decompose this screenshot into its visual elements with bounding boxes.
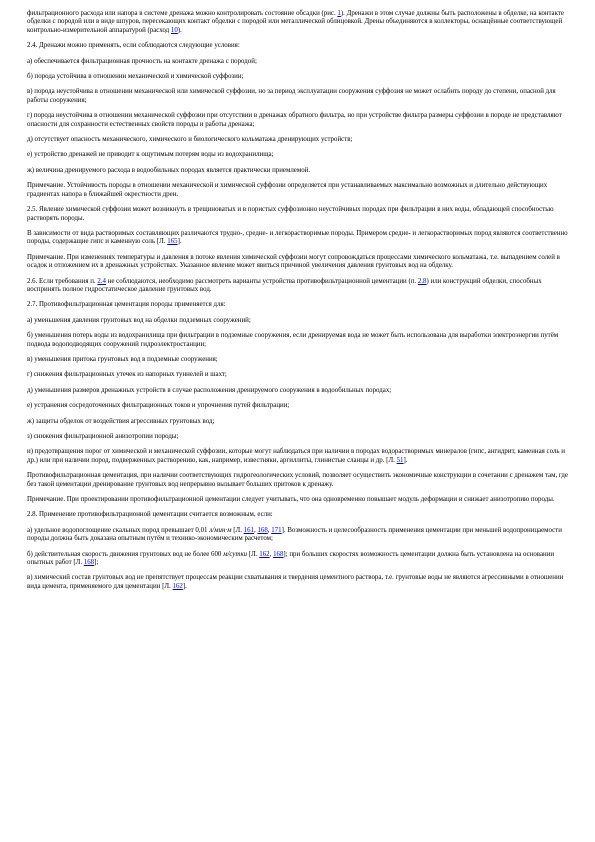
paragraph (27, 10, 572, 35)
paragraph-text: Противофильтрационная цементация, при наличии соответствующих гидрогеологических условий, позволяет осуществить экономичные конструкции в сочетании с дренажем там, где без такой цементации дренирование грунтовых вод непрерывно вызывает больших притоков к дренажу. (27, 472, 568, 488)
document-page (27, 10, 572, 598)
paragraph (27, 418, 572, 426)
paragraph-text: а) удельное водопоглощение скальных пород превышает 0,01 (27, 526, 210, 534)
paragraph (27, 73, 572, 81)
paragraph-text: е) устройство дренажей не приводит к ощутимым потерям воды из водохранилища; (27, 151, 274, 159)
paragraph-text: , (254, 526, 258, 534)
paragraph (27, 136, 572, 144)
reference-link[interactable]: 2.8 (417, 277, 427, 285)
paragraph (27, 448, 572, 465)
paragraph-text: д) уменьшения размеров дренажных устройств в случае расположения дренируемого сооружения в водообильных породах; (27, 386, 392, 394)
reference-link[interactable]: 2.4 (97, 277, 106, 285)
paragraph-text: В зависимости от вида растворимых составляющих различаются трудно-, средне- и легкорастворимые породы. Примером средне- и легкорастворимых пород являются соответственно породы, содержащие гипс и каменную соль [Л. (27, 229, 568, 246)
paragraph-text: ]. (182, 582, 187, 590)
paragraph-text: ). Дренажи в этом случае должны быть расположены в обделке, на контакте обделки с породой или в виде шпуров, пересекающих контакт обделки с породой или металлической облицовкой. Дрены объединяются в коллекторы, оснащённые соответствующей контрольно-измерительной аппаратурой (расход (27, 10, 564, 34)
paragraph (27, 527, 572, 544)
paragraph-text: , (267, 526, 272, 534)
paragraph-text: 2.6. Если требования п. (27, 277, 98, 285)
reference-link[interactable]: 161 (243, 526, 254, 534)
paragraph-text: и) предотвращения порог от химической и механической суффозии, которые могут наблюдаться при наличии в породах водорастворимых минералов (гипс, ангидрит, каменная соль и др.) или при наличии пород, подверженных растворению, как, например, известняки, аргиллиты, глинистые сланцы и др. [Л. (27, 448, 565, 464)
paragraph-text: г) порода неустойчива в отношении механической суффозии при отсутствии в дренажах обратного фильтра, но при устройстве фильтра размеры суффозии в породе не представляют опасности для сохранности естественных свойств породы и работы дренажа; (27, 112, 562, 128)
paragraph-text: б) уменьшения потерь воды из водохранилища при фильтрации в подземные сооружения, если дренируемая вода не может быть использована для выработки электроэнергии путём подвода водоподводящих сооружений гидроэлектростанции; (27, 332, 559, 348)
paragraph (27, 58, 572, 66)
paragraph-text: ]; (94, 559, 99, 567)
reference-link[interactable]: 10 (170, 26, 178, 34)
paragraph (27, 301, 572, 309)
paragraph (27, 387, 572, 395)
paragraph-text: б) порода устойчива в отношении механической и химической суффозии; (27, 73, 244, 81)
paragraph-text: а) обеспечивается фильтрационная прочность на контакте дренажа с породой; (27, 57, 257, 65)
reference-link[interactable]: 168 (83, 559, 95, 567)
paragraph-text: е) устранения сосредоточенных фильтрационных токов и упрочнения путей фильтрации; (27, 402, 290, 410)
paragraph (27, 574, 572, 591)
reference-link[interactable]: 165 (167, 238, 178, 246)
paragraph (27, 317, 572, 325)
paragraph-text: не соблюдаются, необходимо рассмотреть варианты устройства противофильтрационной цементации (п. (105, 277, 418, 285)
reference-link[interactable]: 51 (396, 456, 404, 464)
paragraph-text: 2.7. Противофильтрационная цементация породы применяется для: (27, 301, 226, 309)
paragraph (27, 112, 572, 129)
paragraph-text: , (269, 550, 274, 558)
paragraph (27, 151, 572, 159)
paragraph (27, 371, 572, 379)
paragraph (27, 182, 572, 199)
paragraph (27, 278, 572, 295)
paragraph-text: в) химический состав грунтовых вод не препятствует процессам реакции схватывания и твердения цементного раствора, т.е. грунтовые воды не являются агрессивными в отношении вида цемента, применяемого для цементации [Л. (27, 574, 564, 590)
paragraph (27, 402, 572, 410)
paragraph-text: в) порода неустойчива в отношении механической или химической суффозии, но за период эксплуатации сооружения суффозия не может ослабить породу до степени, опасной для работы сооружения; (27, 88, 556, 104)
paragraph (27, 332, 572, 349)
paragraph-text: ж) величина дренируемого расхода в водообильных породах является практически приемлемой. (27, 166, 311, 174)
reference-link[interactable]: 171 (271, 526, 282, 534)
paragraph (27, 206, 572, 223)
paragraph (27, 551, 572, 568)
reference-link[interactable]: 162 (259, 550, 270, 558)
paragraph (27, 511, 572, 519)
paragraph-text: г) снижения фильтрационных утечек из напорных туннелей и шахт; (27, 371, 227, 379)
paragraph-text: а) уменьшения давления грунтовых вод на обделки подземных сооружений; (27, 316, 251, 324)
paragraph (27, 42, 572, 50)
reference-link[interactable]: 1 (337, 10, 341, 17)
paragraph-text: 2.8. Применение противофильтрационной цементации считается возможным, если: (27, 511, 273, 519)
paragraph (27, 433, 572, 441)
paragraph (27, 496, 572, 504)
paragraph-text: [Л. (231, 526, 244, 534)
paragraph-text: ]. Возможность и целесообразность применения цементации при меньшей водопроницаемости породы должна быть доказана опытным путём и технико-экономическим расчетом; (27, 526, 562, 543)
paragraph-text: Примечание. При проектировании противофильтрационной цементации следует учитывать, что она одновременно повышает модуль деформации и снижает анизотропию породы. (27, 496, 555, 504)
paragraph-text: в) уменьшения притока грунтовых вод в подземные сооружения; (27, 355, 218, 363)
reference-link[interactable]: 168 (257, 526, 268, 534)
reference-link[interactable]: 168 (273, 550, 284, 558)
paragraph-text: Примечание. Устойчивость породы в отношении механической и химической суффозии определяется при устанавливаемых максимально возможных и длительно действующих градиентах напора в ближайшей окрестности дрен. (27, 182, 548, 198)
paragraph (27, 167, 572, 175)
unit-text: л/мин·м (209, 526, 232, 534)
paragraph (27, 254, 572, 271)
paragraph-text: ]. (403, 456, 408, 464)
paragraph-text: з) снижения фильтрационной анизотропии породы; (27, 433, 179, 440)
paragraph-text: фильтрационного расхода или напора в системе дренажа можно контролировать состояние обсадки (рис. (27, 10, 338, 17)
paragraph-text: Примечание. При изменениях температуры и давления в потоке явления химической суффозии могут сопровождаться процессами химического кольматажа, т.е. выпадением солей в осадок и отложением их в дренажных устройствах. Указанное явление может явиться причиной увеличения давления грунтовых вод на обделку. (27, 253, 560, 270)
reference-link[interactable]: 162 (172, 582, 183, 590)
paragraph-text: ]; при больших скоростях возможность цементации должна быть установлена на основании опытных работ [Л. (27, 550, 555, 567)
paragraph-text: 2.5. Явление химической суффозии может возникнуть в трещиноватых и в пористых суффозионно неустойчивых породах при фильтрации в них воды, обладающей способностью растворять породы. (27, 206, 554, 222)
paragraph-text: ) или конструкций обделки, способных воспринять полное гидростатическое давление грунтовых вод. (27, 277, 542, 293)
paragraph-text: д) отсутствует опасность механического, химического и биологического кольматажа дренирующих устройств; (27, 136, 353, 144)
paragraph-text: ж) защиты обделок от воздействия агрессивных грунтовых вод; (27, 417, 215, 425)
paragraph-text: ). (177, 26, 182, 34)
paragraph-text: [Л. (247, 550, 260, 558)
paragraph-text: ]. (177, 238, 182, 246)
paragraph-text: б) действительная скорость движения грунтовых вод не более 600 (27, 550, 224, 558)
paragraph (27, 230, 572, 247)
paragraph (27, 472, 572, 489)
paragraph (27, 356, 572, 364)
unit-text: м/сутки (223, 550, 248, 558)
paragraph-text: 2.4. Дренажи можно применять, если соблюдаются следующие условия: (27, 42, 240, 50)
paragraph (27, 88, 572, 105)
